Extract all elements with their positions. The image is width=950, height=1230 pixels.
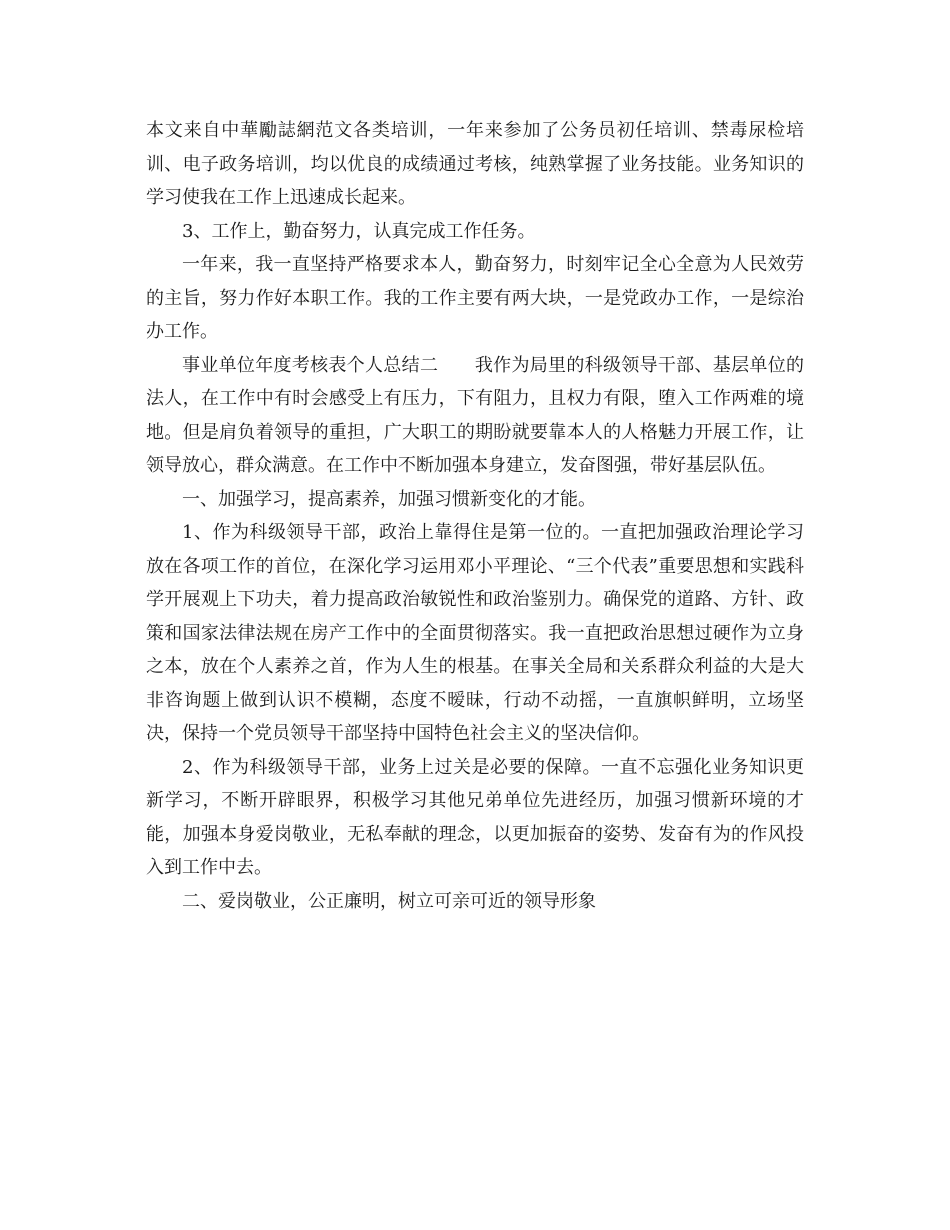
document-page (146, 114, 804, 918)
paragraph-4: 事业单位年度考核表个人总结二 我作为局里的科级领导干部、基层单位的法人，在工作中有时会感受上有压力，下有阻力，且权力有限，堕入工作两难的境地。但是肩负着领导的重担，广大职工的期盼就要靠本人的人格魅力开展工作，让领导放心，群众满意。在工作中不断加强本身建立，发奋图强，带好基层队伍。 (146, 354, 804, 476)
paragraph-7: 2、作为科级领导干部，业务上过关是必要的保障。一直不忘强化业务知识更新学习，不断开辟眼界，积极学习其他兄弟单位先进经历，加强习惯新环境的才能，加强本身爱岗敬业，无私奉献的理念，以更加振奋的姿势、发奋有为的作风投入到工作中去。 (146, 756, 804, 878)
paragraph-1: 本文来自中華勵誌網范文各类培训，一年来参加了公务员初任培训、禁毒尿检培训、电子政务培训，均以优良的成绩通过考核，纯熟掌握了业务技能。业务知识的学习使我在工作上迅速成长起来。 (146, 120, 804, 208)
paragraph-8: 二、爱岗敬业，公正廉明，树立可亲可近的领导形象 (182, 890, 596, 912)
paragraph-6: 1、作为科级领导干部，政治上靠得住是第一位的。一直把加强政治理论学习放在各项工作的首位，在深化学习运用邓小平理论、“三个代表”重要思想和实践科学开展观上下功夫，着力提高政治敏锐性和政治鉴别力。确保党的道路、方针、政策和国家法律法规在房产工作中的全面贯彻落实。我一直把政治思想过硬作为立身之本，放在个人素养之首，作为人生的根基。在事关全局和关系群众利益的大是大非咨询题上做到认识不模糊，态度不暧昧，行动不动摇，一直旗帜鲜明，立场坚决，保持一个党员领导干部坚持中国特色社会主义的坚决信仰。 (146, 522, 804, 744)
paragraph-2: 3、工作上，勤奋努力，认真完成工作任务。 (182, 220, 536, 242)
paragraph-5: 一、加强学习，提高素养，加强习惯新变化的才能。 (182, 488, 596, 510)
paragraph-3: 一年来，我一直坚持严格要求本人，勤奋努力，时刻牢记全心全意为人民效劳的主旨，努力作好本职工作。我的工作主要有两大块，一是党政办工作，一是综治办工作。 (146, 254, 804, 342)
